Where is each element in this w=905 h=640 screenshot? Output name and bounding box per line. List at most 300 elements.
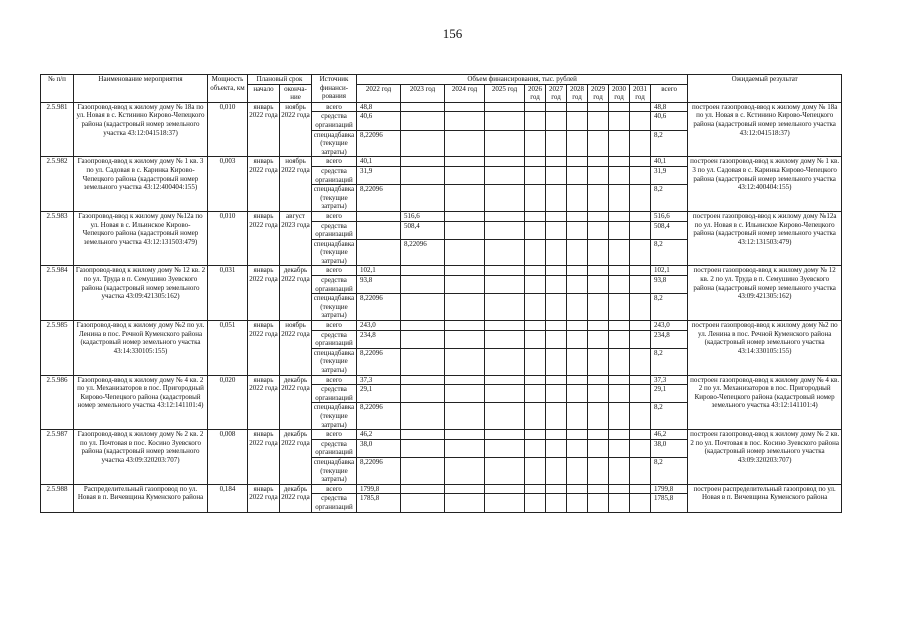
year-value <box>357 211 401 221</box>
year-value <box>525 385 546 403</box>
year-value <box>525 494 546 512</box>
year-value <box>609 112 630 130</box>
year-value <box>485 294 525 321</box>
year-value <box>401 330 445 348</box>
year-value <box>485 266 525 276</box>
year-value <box>485 157 525 167</box>
year-value <box>609 185 630 212</box>
year-value <box>630 185 651 212</box>
header-year: 2028 год <box>567 84 588 102</box>
year-value <box>567 494 588 512</box>
source-label: спецнадбавка (текущие затраты) <box>312 457 357 484</box>
total-value: 8,2 <box>651 457 688 484</box>
year-value <box>546 112 567 130</box>
year-value <box>630 385 651 403</box>
year-value <box>401 130 445 157</box>
year-value <box>630 239 651 266</box>
year-value <box>485 276 525 294</box>
header-capacity: Мощность объекта, км <box>208 75 248 103</box>
year-value <box>485 385 525 403</box>
year-value <box>630 294 651 321</box>
year-value <box>546 430 567 440</box>
header-source: Источник финанси-рования <box>312 75 357 103</box>
year-value <box>445 221 485 239</box>
header-total: всего <box>651 84 688 102</box>
year-value <box>485 211 525 221</box>
measure-name: Газопровод-ввод к жилому дому № 4 кв. 2 по ул. Механизаторов в пос. Пригородный Кирово-Чепецкого района (кадастровый номер земельного участка 43:12:141101:4) <box>74 375 208 430</box>
year-value <box>445 157 485 167</box>
capacity-value: 0,003 <box>208 157 248 212</box>
header-volume: Объем финансирования, тыс. рублей <box>357 75 688 85</box>
year-value <box>546 130 567 157</box>
expected-result: построен газопровод-ввод к жилому дому №12а по ул. Новая в с. Ильинское Кирово-Чепецкого района (кадастровый номер земельного участка 43:12:131503:479) <box>688 211 842 266</box>
year-value <box>445 166 485 184</box>
year-value <box>588 375 609 385</box>
capacity-value: 0,020 <box>208 375 248 430</box>
year-value: 1799,8 <box>357 484 401 494</box>
year-value <box>609 385 630 403</box>
expected-result: построен газопровод-ввод к жилому дому № 1 кв. 3 по ул. Садовая в с. Каринка Кирово-Чепецкого района (кадастровый номер земельного участка 43:12:400404:155) <box>688 157 842 212</box>
year-value <box>630 130 651 157</box>
header-year: 2029 год <box>588 84 609 102</box>
table-row <box>41 484 842 494</box>
expected-result: построен газопровод-ввод к жилому дому № 12 кв. 2 по ул. Труда в п. Семушино Зуевского района (кадастровый номер земельного участка 43:09:421305:162) <box>688 266 842 321</box>
year-value <box>567 403 588 430</box>
total-value: 234,8 <box>651 330 688 348</box>
year-value <box>546 375 567 385</box>
year-value <box>630 403 651 430</box>
year-value <box>525 484 546 494</box>
year-value <box>630 266 651 276</box>
year-value: 234,8 <box>357 330 401 348</box>
header-plan-term: Плановый срок <box>248 75 312 85</box>
capacity-value: 0,010 <box>208 102 248 157</box>
year-value: 102,1 <box>357 266 401 276</box>
year-value <box>609 157 630 167</box>
year-value <box>546 157 567 167</box>
year-value <box>609 211 630 221</box>
year-value <box>609 330 630 348</box>
header-year: 2024 год <box>445 84 485 102</box>
year-value <box>588 294 609 321</box>
total-value: 516,6 <box>651 211 688 221</box>
year-value <box>567 112 588 130</box>
header-year: 2025 год <box>485 84 525 102</box>
total-value: 37,3 <box>651 375 688 385</box>
year-value <box>546 185 567 212</box>
year-value <box>546 239 567 266</box>
year-value <box>567 266 588 276</box>
year-value: 29,1 <box>357 385 401 403</box>
source-label: всего <box>312 266 357 276</box>
year-value <box>525 112 546 130</box>
table-header <box>41 75 842 103</box>
start-date: январь 2022 года <box>248 266 280 321</box>
year-value <box>630 330 651 348</box>
year-value <box>401 166 445 184</box>
year-value <box>525 348 546 375</box>
source-label: средства организаций <box>312 112 357 130</box>
year-value <box>609 375 630 385</box>
year-value: 38,0 <box>357 439 401 457</box>
year-value <box>401 102 445 112</box>
year-value <box>588 239 609 266</box>
year-value <box>445 330 485 348</box>
source-label: всего <box>312 157 357 167</box>
table-row <box>41 375 842 385</box>
header-year: 2023 год <box>401 84 445 102</box>
total-value: 8,2 <box>651 403 688 430</box>
year-value <box>445 457 485 484</box>
source-label: всего <box>312 321 357 331</box>
row-number: 2.5.986 <box>41 375 74 430</box>
row-number: 2.5.987 <box>41 430 74 485</box>
end-date: август 2023 года <box>280 211 312 266</box>
year-value <box>485 348 525 375</box>
year-value: 31,9 <box>357 166 401 184</box>
year-value <box>567 430 588 440</box>
measure-name: Газопровод-ввод к жилому дому № 12 кв. 2 по ул. Труда в п. Семушино Зуевского района (кадастровый номер земельного участка 43:09:421305:162) <box>74 266 208 321</box>
capacity-value: 0,031 <box>208 266 248 321</box>
table-row <box>41 430 842 440</box>
year-value <box>630 494 651 512</box>
measure-name: Газопровод-ввод к жилому дому № 18а по ул. Новая в с. Кстинино Кирово-Чепецкого района (кадастровый номер земельного участка 43:12:041518:37) <box>74 102 208 157</box>
year-value <box>445 385 485 403</box>
year-value <box>401 484 445 494</box>
year-value: 46,2 <box>357 430 401 440</box>
year-value <box>445 130 485 157</box>
source-label: средства организаций <box>312 385 357 403</box>
year-value <box>525 430 546 440</box>
year-value <box>609 239 630 266</box>
year-value <box>546 494 567 512</box>
year-value <box>445 185 485 212</box>
year-value <box>609 266 630 276</box>
capacity-value: 0,051 <box>208 321 248 376</box>
header-year: 2030 год <box>609 84 630 102</box>
year-value: 8,22096 <box>401 239 445 266</box>
year-value <box>609 166 630 184</box>
year-value <box>567 484 588 494</box>
year-value <box>445 348 485 375</box>
year-value: 48,8 <box>357 102 401 112</box>
year-value <box>588 211 609 221</box>
year-value <box>588 439 609 457</box>
year-value <box>401 457 445 484</box>
total-value: 38,0 <box>651 439 688 457</box>
year-value <box>546 102 567 112</box>
source-label: спецнадбавка (текущие затраты) <box>312 294 357 321</box>
year-value <box>525 211 546 221</box>
year-value <box>630 112 651 130</box>
year-value <box>445 430 485 440</box>
source-label: спецнадбавка (текущие затраты) <box>312 185 357 212</box>
source-label: средства организаций <box>312 330 357 348</box>
year-value <box>485 439 525 457</box>
year-value <box>445 321 485 331</box>
year-value: 1785,8 <box>357 494 401 512</box>
year-value <box>525 439 546 457</box>
year-value <box>525 185 546 212</box>
source-label: средства организаций <box>312 166 357 184</box>
year-value <box>567 276 588 294</box>
year-value <box>485 185 525 212</box>
year-value <box>546 348 567 375</box>
year-value <box>525 321 546 331</box>
year-value <box>525 457 546 484</box>
year-value <box>525 276 546 294</box>
year-value <box>588 185 609 212</box>
year-value <box>588 276 609 294</box>
year-value <box>630 457 651 484</box>
expected-result: построен газопровод-ввод к жилому дому № 18а по ул. Новая в с. Кстинино Кирово-Чепецкого района (кадастровый номер земельного участка 43:12:041518:37) <box>688 102 842 157</box>
year-value <box>485 403 525 430</box>
start-date: январь 2022 года <box>248 484 280 512</box>
table-row <box>41 321 842 331</box>
year-value <box>546 276 567 294</box>
header-start: начало <box>248 84 280 102</box>
year-value <box>485 375 525 385</box>
year-value <box>567 330 588 348</box>
header-year: 2027 год <box>546 84 567 102</box>
source-label: всего <box>312 211 357 221</box>
row-number: 2.5.985 <box>41 321 74 376</box>
year-value <box>630 430 651 440</box>
year-value <box>630 375 651 385</box>
year-value <box>609 494 630 512</box>
year-value <box>630 211 651 221</box>
year-value <box>485 457 525 484</box>
year-value <box>588 494 609 512</box>
start-date: январь 2022 года <box>248 430 280 485</box>
header-year: 2031 год <box>630 84 651 102</box>
year-value <box>445 102 485 112</box>
year-value <box>567 375 588 385</box>
expected-result: построен газопровод-ввод к жилому дому № 4 кв. 2 по ул. Механизаторов в пос. Пригородный Кирово-Чепецкого района (кадастровый номер земельного участка 43:12:141101:4) <box>688 375 842 430</box>
year-value <box>401 157 445 167</box>
year-value <box>630 166 651 184</box>
year-value: 40,1 <box>357 157 401 167</box>
year-value <box>357 221 401 239</box>
year-value: 8,22096 <box>357 457 401 484</box>
year-value <box>525 102 546 112</box>
year-value <box>445 112 485 130</box>
year-value <box>445 484 485 494</box>
year-value <box>485 484 525 494</box>
year-value <box>525 266 546 276</box>
year-value <box>546 457 567 484</box>
year-value <box>630 484 651 494</box>
total-value: 508,4 <box>651 221 688 239</box>
year-value: 8,22096 <box>357 348 401 375</box>
year-value <box>525 294 546 321</box>
year-value <box>567 239 588 266</box>
year-value <box>401 276 445 294</box>
source-label: всего <box>312 102 357 112</box>
source-label: спецнадбавка (текущие затраты) <box>312 130 357 157</box>
expected-result: построен газопровод-ввод к жилому дому № 2 кв. 2 по ул. Почтовая в пос. Косино Зуевского района (кадастровый номер земельного участка 43:09:320203:707) <box>688 430 842 485</box>
year-value <box>525 330 546 348</box>
table-row <box>41 102 842 112</box>
year-value <box>485 166 525 184</box>
start-date: январь 2022 года <box>248 102 280 157</box>
year-value <box>546 221 567 239</box>
year-value <box>445 276 485 294</box>
header-year: 2026 год <box>525 84 546 102</box>
year-value <box>445 375 485 385</box>
year-value <box>546 439 567 457</box>
year-value <box>485 239 525 266</box>
year-value <box>609 430 630 440</box>
year-value: 37,3 <box>357 375 401 385</box>
year-value <box>609 403 630 430</box>
year-value <box>546 484 567 494</box>
year-value <box>567 294 588 321</box>
start-date: январь 2022 года <box>248 211 280 266</box>
expected-result: построен распределительный газопровод по ул. Новая в п. Вичевщина Куменского района <box>688 484 842 512</box>
year-value <box>630 221 651 239</box>
capacity-value: 0,010 <box>208 211 248 266</box>
capacity-value: 0,008 <box>208 430 248 485</box>
year-value <box>401 494 445 512</box>
year-value <box>588 321 609 331</box>
year-value <box>588 112 609 130</box>
source-label: средства организаций <box>312 494 357 512</box>
total-value: 40,6 <box>651 112 688 130</box>
year-value <box>525 239 546 266</box>
year-value <box>588 102 609 112</box>
total-value: 8,2 <box>651 294 688 321</box>
total-value: 48,8 <box>651 102 688 112</box>
capacity-value: 0,184 <box>208 484 248 512</box>
header-year: 2022 год <box>357 84 401 102</box>
year-value <box>567 221 588 239</box>
year-value <box>588 166 609 184</box>
year-value <box>485 494 525 512</box>
year-value <box>609 321 630 331</box>
year-value: 8,22096 <box>357 130 401 157</box>
source-label: средства организаций <box>312 439 357 457</box>
year-value <box>485 321 525 331</box>
measure-name: Газопровод-ввод к жилому дому № 1 кв. 3 по ул. Садовая в с. Каринка Кирово-Чепецкого района (кадастровый номер земельного участка 43:12:400404:155) <box>74 157 208 212</box>
source-label: средства организаций <box>312 221 357 239</box>
year-value <box>588 130 609 157</box>
table-row <box>41 211 842 221</box>
year-value <box>401 439 445 457</box>
year-value: 516,6 <box>401 211 445 221</box>
row-number: 2.5.982 <box>41 157 74 212</box>
year-value <box>485 221 525 239</box>
year-value <box>485 102 525 112</box>
total-value: 1785,8 <box>651 494 688 512</box>
year-value <box>401 348 445 375</box>
total-value: 93,8 <box>651 276 688 294</box>
year-value <box>630 348 651 375</box>
total-value: 31,9 <box>651 166 688 184</box>
year-value <box>485 430 525 440</box>
year-value <box>357 239 401 266</box>
end-date: ноябрь 2022 года <box>280 157 312 212</box>
end-date: ноябрь 2022 года <box>280 321 312 376</box>
year-value <box>546 403 567 430</box>
year-value <box>630 276 651 294</box>
year-value <box>445 439 485 457</box>
source-label: всего <box>312 375 357 385</box>
start-date: январь 2022 года <box>248 321 280 376</box>
year-value <box>546 266 567 276</box>
year-value <box>588 457 609 484</box>
year-value <box>588 330 609 348</box>
year-value <box>588 430 609 440</box>
year-value <box>546 321 567 331</box>
table-row <box>41 266 842 276</box>
year-value <box>609 294 630 321</box>
total-value: 8,2 <box>651 348 688 375</box>
financing-table <box>40 74 842 513</box>
total-value: 46,2 <box>651 430 688 440</box>
total-value: 1799,8 <box>651 484 688 494</box>
row-number: 2.5.983 <box>41 211 74 266</box>
year-value <box>567 157 588 167</box>
year-value <box>525 166 546 184</box>
year-value: 8,22096 <box>357 403 401 430</box>
year-value <box>445 211 485 221</box>
source-label: спецнадбавка (текущие затраты) <box>312 403 357 430</box>
year-value <box>609 484 630 494</box>
year-value <box>546 166 567 184</box>
end-date: декабрь 2022 года <box>280 266 312 321</box>
year-value <box>567 439 588 457</box>
total-value: 8,2 <box>651 130 688 157</box>
year-value <box>445 294 485 321</box>
year-value <box>567 457 588 484</box>
measure-name: Газопровод-ввод к жилому дому №2 по ул. Ленина в пос. Речной Куменского района (кадастровый номер земельного участка 43:14:330105:155) <box>74 321 208 376</box>
year-value <box>401 375 445 385</box>
year-value <box>401 321 445 331</box>
measure-name: Распределительный газопровод по ул. Новая в п. Вичевщина Куменского района <box>74 484 208 512</box>
total-value: 8,2 <box>651 239 688 266</box>
end-date: декабрь 2022 года <box>280 375 312 430</box>
table-row <box>41 157 842 167</box>
year-value: 93,8 <box>357 276 401 294</box>
year-value <box>567 211 588 221</box>
row-number: 2.5.984 <box>41 266 74 321</box>
header-end: оконча-ние <box>280 84 312 102</box>
year-value <box>609 276 630 294</box>
year-value <box>401 403 445 430</box>
year-value <box>588 484 609 494</box>
year-value <box>445 266 485 276</box>
source-label: спецнадбавка (текущие затраты) <box>312 239 357 266</box>
year-value <box>567 102 588 112</box>
year-value <box>567 130 588 157</box>
source-label: спецнадбавка (текущие затраты) <box>312 348 357 375</box>
year-value <box>525 157 546 167</box>
table-body <box>41 102 842 512</box>
end-date: ноябрь 2022 года <box>280 102 312 157</box>
year-value <box>588 266 609 276</box>
year-value <box>401 112 445 130</box>
year-value <box>609 348 630 375</box>
year-value <box>546 294 567 321</box>
source-label: средства организаций <box>312 276 357 294</box>
year-value: 508,4 <box>401 221 445 239</box>
year-value <box>445 239 485 266</box>
year-value <box>485 130 525 157</box>
year-value: 243,0 <box>357 321 401 331</box>
total-value: 8,2 <box>651 185 688 212</box>
source-label: всего <box>312 430 357 440</box>
